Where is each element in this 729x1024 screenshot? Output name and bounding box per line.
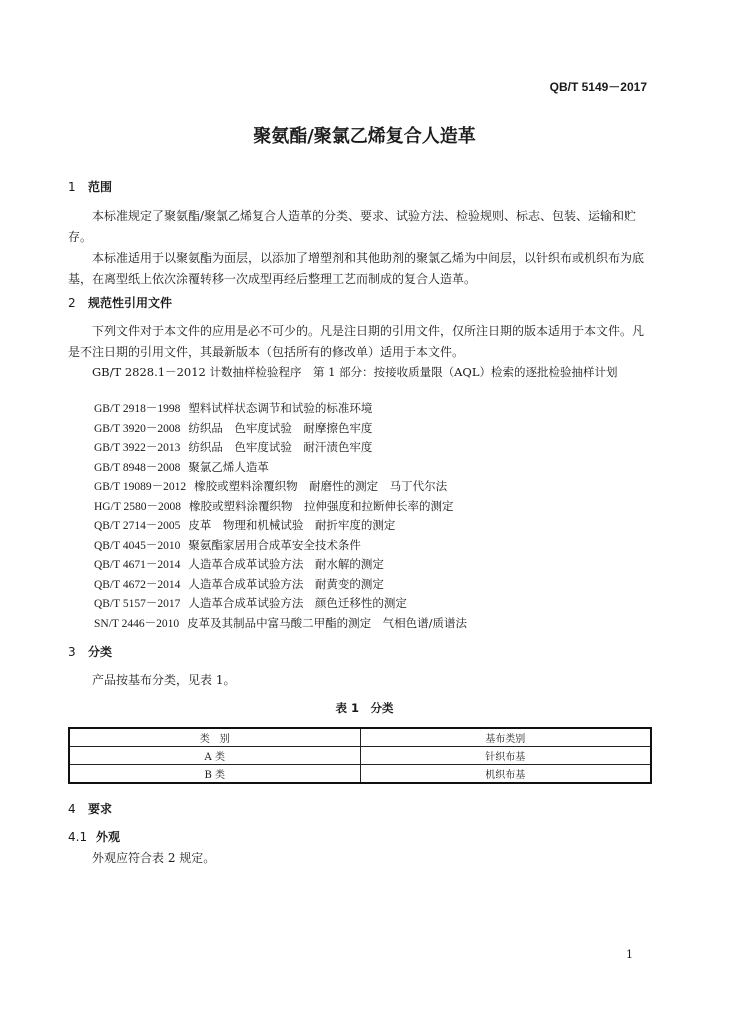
- table-row: [69, 747, 651, 765]
- reference-code: QB/T 2714－2005: [94, 520, 181, 532]
- classification-table: [68, 727, 652, 784]
- section-title: 范围: [88, 180, 113, 194]
- section-number: 2: [68, 296, 76, 310]
- normative-intro-paragraph: 下列文件对于本文件的应用是必不可少的。凡是注日期的引用文件，仅所注日期的版本适用于本文件。凡是不注日期的引用文件，其最新版本（包括所有的修改单）适用于本文件。: [68, 324, 645, 359]
- reference-item: [94, 439, 372, 455]
- subsection-title: 外观: [96, 830, 121, 844]
- table-cell: 针织布基: [360, 747, 651, 765]
- reference-item: [94, 537, 361, 553]
- reference-item: [94, 400, 372, 416]
- reference-code: QB/T 5157－2017: [94, 598, 181, 610]
- reference-name: 聚氯乙烯人造革: [188, 459, 269, 474]
- reference-code: SN/T 2446－2010: [94, 617, 180, 630]
- reference-item: [94, 556, 384, 572]
- reference-name: 纺织品 色牢度试验 耐汗渍色牢度: [188, 440, 373, 454]
- section-2-heading: [68, 294, 172, 311]
- reference-gbt-2828: GB/T 2828.1－2012 计数抽样检验程序 第 1 部分：按接收质量限（AQL）检索的逐批检验抽样计划: [92, 365, 618, 379]
- reference-code: HG/T 2580－2008: [94, 500, 181, 513]
- reference-item: [94, 517, 395, 533]
- reference-code: QB/T 4671－2014: [94, 559, 181, 571]
- section-4-heading: [68, 800, 112, 817]
- reference-name: 橡胶或塑料涂覆织物 耐磨性的测定 马丁代尔法: [194, 479, 448, 493]
- reference-name: 人造革合成革试验方法 颜色迁移性的测定: [188, 596, 407, 610]
- reference-item: [94, 595, 407, 611]
- reference-item: [94, 498, 454, 514]
- table-header-cell: 类 别: [69, 728, 360, 747]
- reference-item: [94, 420, 372, 436]
- reference-item: [94, 576, 384, 592]
- table-header-row: [69, 728, 651, 747]
- standard-code: QB/T 5149－2017: [549, 80, 647, 94]
- reference-code: QB/T 4045－2010: [94, 539, 181, 552]
- subsection-4-1-heading: [68, 828, 120, 845]
- section-title: 要求: [88, 802, 113, 816]
- reference-name: 皮革 物理和机械试验 耐折牢度的测定: [188, 518, 396, 532]
- reference-item: [94, 615, 467, 631]
- subsection-number: 4.1: [68, 830, 88, 844]
- section-title: 分类: [88, 645, 113, 659]
- section-3-heading: [68, 643, 112, 660]
- scope-paragraph-1: 本标准规定了聚氨酯/聚氯乙烯复合人造革的分类、要求、试验方法、检验规则、标志、包装、运输和贮存。: [68, 209, 637, 244]
- document-title: 聚氨酯/聚氯乙烯复合人造革: [253, 126, 476, 147]
- table-header-cell: 基布类别: [360, 728, 651, 747]
- reference-name: 橡胶或塑料涂覆织物 拉伸强度和拉断伸长率的测定: [189, 498, 454, 513]
- reference-code: QB/T 4672－2014: [94, 578, 181, 591]
- table-cell: B 类: [69, 765, 360, 784]
- reference-code: GB/T 8948－2008: [94, 461, 181, 474]
- reference-code: GB/T 3920－2008: [94, 422, 181, 435]
- reference-name: 人造革合成革试验方法 耐黄变的测定: [188, 576, 384, 591]
- reference-name: 塑料试样状态调节和试验的标准环境: [188, 401, 373, 415]
- table-cell: A 类: [69, 747, 360, 765]
- classification-paragraph: 产品按基布分类，见表 1。: [92, 673, 236, 687]
- reference-code: GB/T 19089－2012: [94, 481, 187, 493]
- reference-name: 皮革及其制品中富马酸二甲酯的测定 气相色谱/质谱法: [187, 615, 467, 630]
- reference-item: [94, 459, 269, 475]
- reference-name: 聚氨酯家居用合成革安全技术条件: [188, 537, 361, 552]
- section-1-heading: [68, 178, 112, 195]
- reference-item: [94, 478, 447, 494]
- section-number: 4: [68, 802, 76, 816]
- section-number: 3: [68, 645, 76, 659]
- reference-name: 人造革合成革试验方法 耐水解的测定: [188, 557, 384, 571]
- reference-code: GB/T 2918－1998: [94, 403, 181, 415]
- table-cell: 机织布基: [360, 765, 651, 784]
- reference-code: GB/T 3922－2013: [94, 442, 181, 454]
- reference-name: 纺织品 色牢度试验 耐摩擦色牢度: [188, 420, 373, 435]
- section-title: 规范性引用文件: [88, 296, 173, 310]
- table-row: [69, 765, 651, 784]
- section-number: 1: [68, 180, 76, 194]
- page-number: 1: [626, 948, 633, 961]
- appearance-paragraph: 外观应符合表 2 规定。: [92, 851, 216, 865]
- table-1-caption: 表 1 分类: [335, 701, 394, 715]
- scope-paragraph-2: 本标准适用于以聚氨酯为面层，以添加了增塑剂和其他助剂的聚氯乙烯为中间层，以针织布或机织布为底基，在离型纸上依次涂覆转移一次成型再经后整理工艺而制成的复合人造革。: [68, 251, 645, 286]
